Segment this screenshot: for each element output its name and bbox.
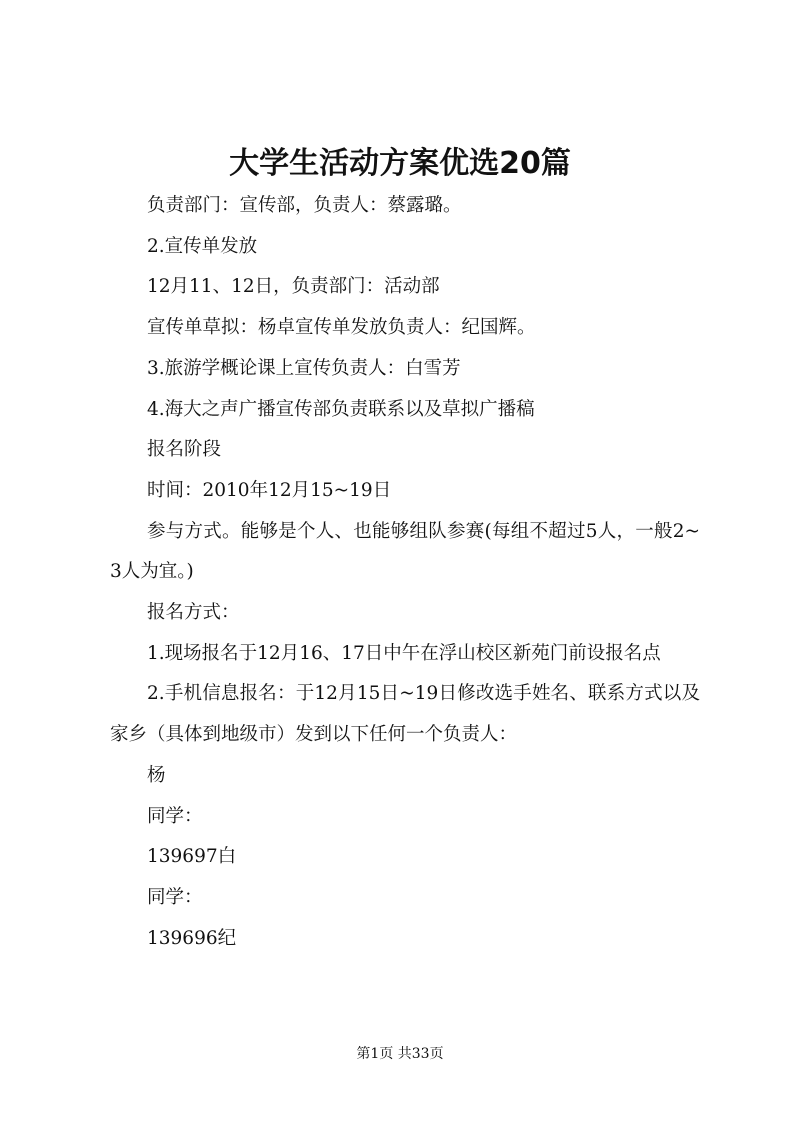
paragraph: 4.海大之声广播宣传部负责联系以及草拟广播稿 [147, 398, 535, 420]
paragraph: 报名方式： [147, 602, 240, 624]
paragraph: 杨 [147, 764, 166, 786]
paragraph: 12月11、12日，负责部门：活动部 [147, 276, 440, 298]
paragraph: 负责部门：宣传部，负责人：蔡露璐。 [147, 195, 462, 216]
paragraph: 1.现场报名于12月16、17日中午在浮山校区新苑门前设报名点 [147, 642, 661, 664]
paragraph: 宣传单草拟：杨卓宣传单发放负责人：纪国辉。 [147, 317, 536, 339]
page-number-footer: 第1页 共33页 [356, 1046, 444, 1062]
paragraph: 2.宣传单发放 [147, 235, 258, 257]
paragraph: 报名阶段 [147, 439, 222, 461]
paragraph: 3.旅游学概论课上宣传负责人：白雪芳 [147, 357, 461, 379]
paragraph: 139696纪 [147, 927, 237, 949]
paragraph: 参与方式。能够是个人、也能够组队参赛(每组不超过5人，一般2~3人为宜。) [110, 520, 700, 583]
paragraph: 同学： [147, 886, 203, 908]
paragraph: 同学： [147, 805, 203, 827]
document-body [110, 186, 700, 959]
paragraph: 时间：2010年12月15~19日 [147, 479, 392, 501]
document-title: 大学生活动方案优选20篇 [229, 146, 571, 181]
paragraph: 2.手机信息报名：于12月15日~19日修改选手姓名、联系方式以及家乡（具体到地级市）发到以下任何一个负责人： [110, 683, 700, 746]
paragraph: 139697白 [147, 846, 237, 868]
